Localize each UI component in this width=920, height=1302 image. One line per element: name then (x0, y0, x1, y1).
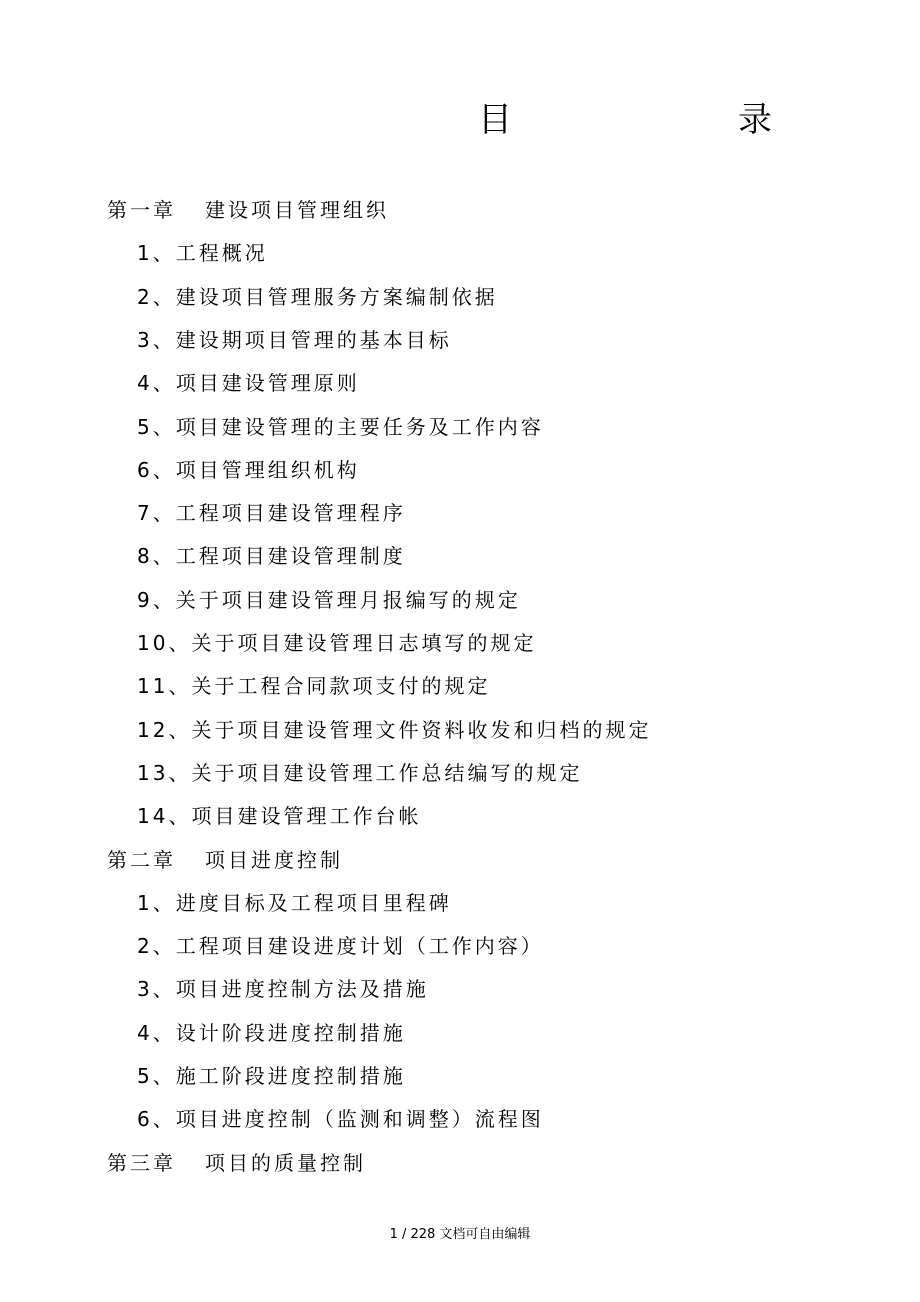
toc-item: 5、项目建设管理的主要任务及工作内容 (137, 415, 544, 439)
toc-item: 2、建设项目管理服务方案编制依据 (137, 285, 498, 309)
toc-chapter (107, 1142, 366, 1185)
toc-chapter-title: 建设项目管理组织 (205, 198, 389, 222)
toc-chapter (107, 189, 389, 232)
toc-item: 5、施工阶段进度控制措施 (137, 1064, 406, 1088)
toc-item: 12、关于项目建设管理文件资料收发和归档的规定 (137, 718, 652, 742)
toc-item: 9、关于项目建设管理月报编写的规定 (137, 588, 521, 612)
toc-chapter-label: 第三章 (107, 1151, 176, 1175)
toc-title-char-2: 录 (738, 100, 772, 140)
toc-item: 3、项目进度控制方法及措施 (137, 977, 429, 1001)
toc-chapter-label: 第二章 (107, 848, 176, 872)
toc-item: 13、关于项目建设管理工作总结编写的规定 (137, 761, 583, 785)
toc-item: 1、进度目标及工程项目里程碑 (137, 891, 452, 915)
toc-item: 14、项目建设管理工作台帐 (137, 804, 422, 828)
page-footer: 1 / 228 文档可自由编辑 (389, 1227, 531, 1242)
toc-item: 7、工程项目建设管理程序 (137, 501, 406, 525)
toc-chapter (107, 839, 343, 882)
toc-item: 6、项目管理组织机构 (137, 458, 360, 482)
toc-chapter-label: 第一章 (107, 198, 176, 222)
toc-item: 1、工程概况 (137, 241, 268, 265)
toc-item: 4、设计阶段进度控制措施 (137, 1021, 406, 1045)
toc-item: 3、建设期项目管理的基本目标 (137, 328, 452, 352)
toc-chapter-title: 项目的质量控制 (205, 1151, 366, 1175)
toc-item: 4、项目建设管理原则 (137, 371, 360, 395)
toc-title-char-1: 目 (478, 100, 512, 140)
toc-chapter-title: 项目进度控制 (205, 848, 343, 872)
toc-item: 6、项目进度控制（监测和调整）流程图 (137, 1107, 544, 1131)
toc-item: 8、工程项目建设管理制度 (137, 544, 406, 568)
toc-item: 2、工程项目建设进度计划（工作内容） (137, 934, 544, 958)
toc-item: 11、关于工程合同款项支付的规定 (137, 674, 491, 698)
toc-item: 10、关于项目建设管理日志填写的规定 (137, 631, 537, 655)
